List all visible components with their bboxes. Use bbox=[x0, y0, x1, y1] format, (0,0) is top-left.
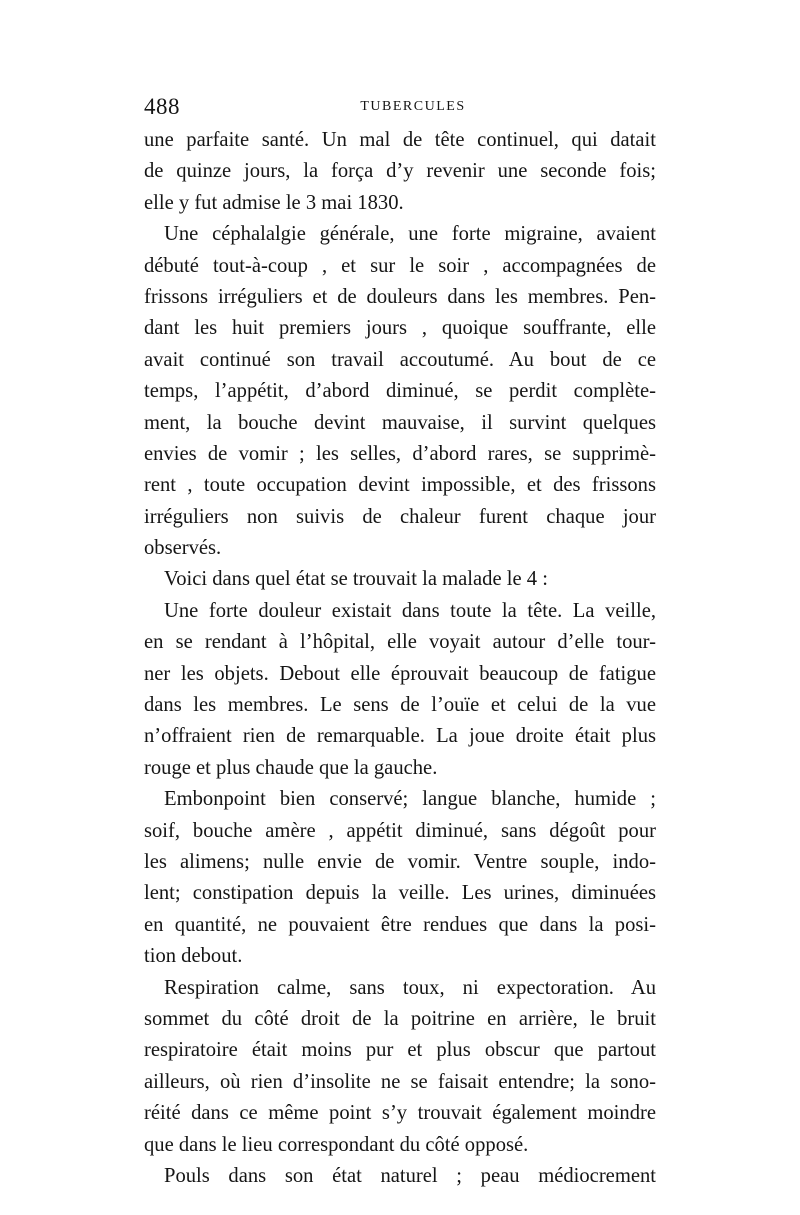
text-line: en se rendant à l’hôpital, elle voyait autour d’elle tour- bbox=[144, 631, 656, 654]
text-line: Embonpoint bien conservé; langue blanche, humide ; bbox=[164, 788, 656, 811]
text-line: dans les membres. Le sens de l’ouïe et celui de la vue bbox=[144, 694, 656, 717]
running-title: TUBERCULES bbox=[360, 99, 466, 114]
text-line: ailleurs, où rien d’insolite ne se faisait entendre; la sono- bbox=[144, 1070, 656, 1093]
body-text bbox=[144, 125, 656, 1192]
text-line: Une forte douleur existait dans toute la tête. La veille, bbox=[164, 599, 656, 622]
text-line: les alimens; nulle envie de vomir. Ventre souple, indo- bbox=[144, 850, 656, 873]
text-line: ment, la bouche devint mauvaise, il survint quelques bbox=[144, 411, 656, 434]
text-line: ner les objets. Debout elle éprouvait beaucoup de fatigue bbox=[144, 662, 656, 685]
text-line: Une céphalalgie générale, une forte migraine, avaient bbox=[164, 223, 656, 246]
text-line: frissons irréguliers et de douleurs dans les membres. Pen- bbox=[144, 285, 656, 308]
text-line: que dans le lieu correspondant du côté opposé. bbox=[144, 1133, 529, 1156]
text-line: en quantité, ne pouvaient être rendues que dans la posi- bbox=[144, 913, 656, 936]
text-line: avait continué son travail accoutumé. Au bout de ce bbox=[144, 348, 656, 371]
text-line: débuté tout-à-coup , et sur le soir , accompagnées de bbox=[144, 254, 656, 277]
text-line: rent , toute occupation devint impossible, et des frissons bbox=[144, 474, 656, 497]
text-line: Pouls dans son état naturel ; peau médiocrement bbox=[164, 1164, 656, 1187]
text-line: sommet du côté droit de la poitrine en arrière, le bruit bbox=[144, 1007, 656, 1030]
text-line: elle y fut admise le 3 mai 1830. bbox=[144, 191, 404, 214]
text-line: rouge et plus chaude que la gauche. bbox=[144, 756, 438, 779]
text-line: soif, bouche amère , appétit diminué, sans dégoût pour bbox=[144, 819, 656, 842]
text-line: de quinze jours, la força d’y revenir une seconde fois; bbox=[144, 160, 656, 183]
text-line: une parfaite santé. Un mal de tête continuel, qui datait bbox=[144, 129, 656, 151]
text-line: n’offraient rien de remarquable. La joue droite était plus bbox=[144, 725, 656, 748]
text-line: envies de vomir ; les selles, d’abord rares, se supprimè- bbox=[144, 442, 656, 465]
text-line: irréguliers non suivis de chaleur furent chaque jour bbox=[144, 505, 656, 528]
text-line: Respiration calme, sans toux, ni expectoration. Au bbox=[164, 976, 656, 999]
page-number: 488 bbox=[144, 94, 180, 119]
text-line: observés. bbox=[144, 537, 222, 560]
text-line: tion debout. bbox=[144, 945, 243, 968]
text-line: dant les huit premiers jours , quoique souffrante, elle bbox=[144, 317, 656, 340]
text-line: temps, l’appétit, d’abord diminué, se perdit complète- bbox=[144, 380, 656, 403]
text-line: réité dans ce même point s’y trouvait également moindre bbox=[144, 1102, 656, 1125]
text-line: Voici dans quel état se trouvait la malade le 4 : bbox=[164, 568, 548, 591]
text-line: respiratoire était moins pur et plus obscur que partout bbox=[144, 1039, 656, 1062]
text-line: lent; constipation depuis la veille. Les urines, diminuées bbox=[144, 882, 656, 905]
